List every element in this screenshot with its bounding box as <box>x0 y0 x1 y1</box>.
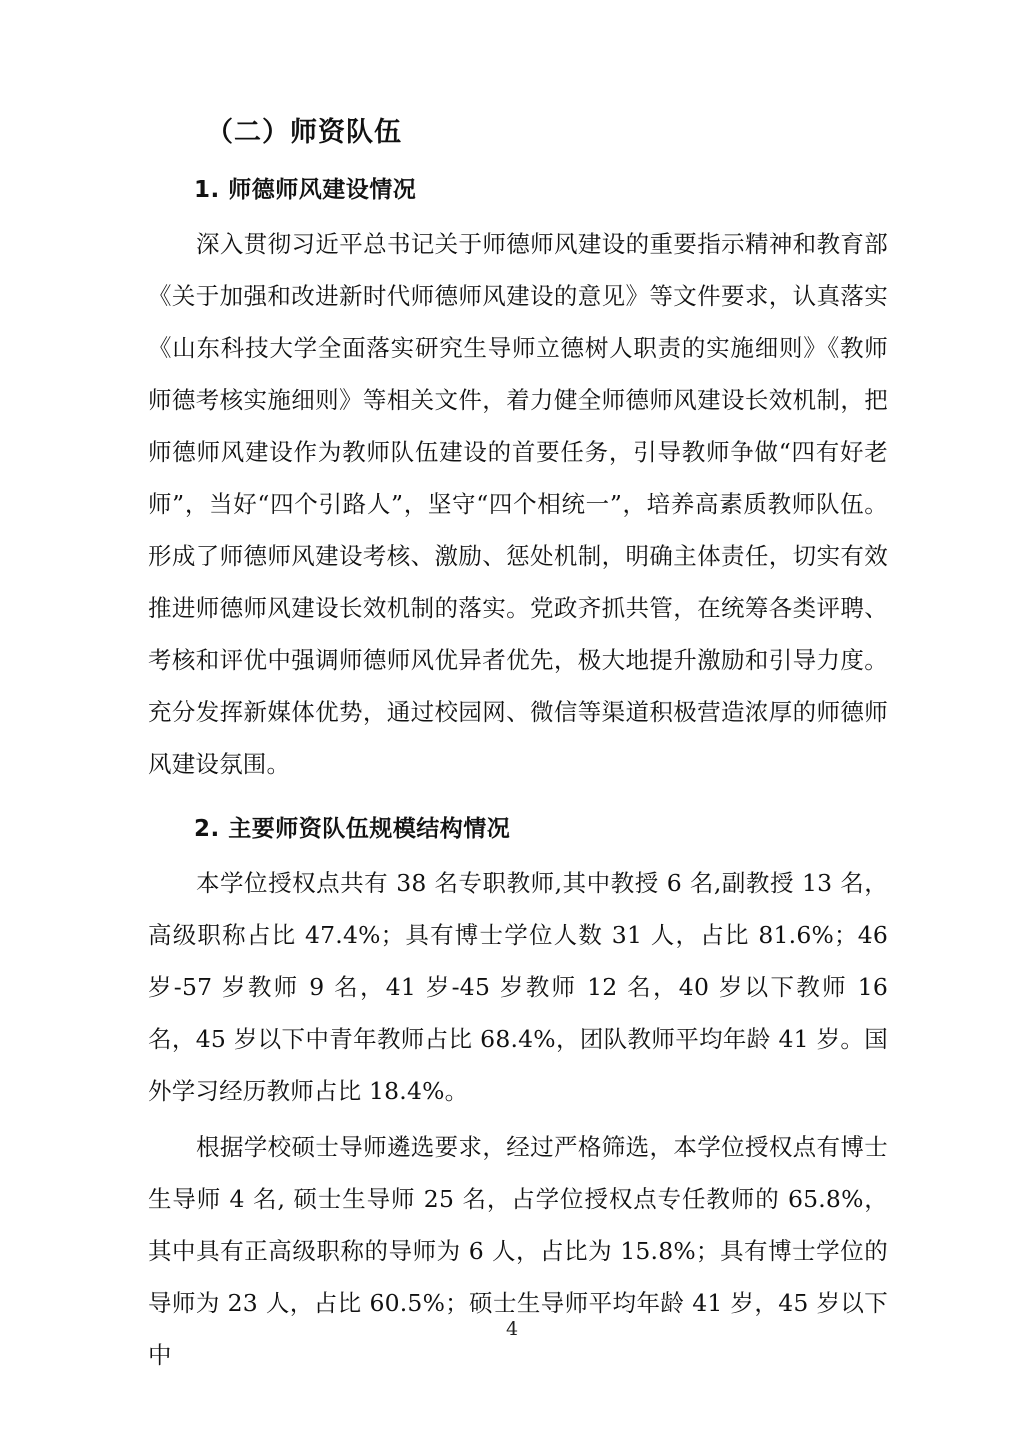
subsection-heading-2: 2. 主要师资队伍规模结构情况 <box>194 816 511 842</box>
paragraph: 本学位授权点共有 38 名专职教师,其中教授 6 名,副教授 13 名，高级职称占比 47.4%；具有博士学位人数 31 人，占比 81.6%；46 岁-57 岁教师 9 名，41 岁-45 岁教师 12 名，40 岁以下教师 16 名，45 岁以下中青年教师占比 68.4%，团队教师平均年龄 41 岁。国外学习经历教师占比 18.4%。 <box>148 869 888 1105</box>
page-content <box>148 110 888 1391</box>
paragraph: 深入贯彻习近平总书记关于师德师风建设的重要指示精神和教育部《关于加强和改进新时代师德师风建设的意见》等文件要求，认真落实《山东科技大学全面落实研究生导师立德树人职责的实施细则》《教师师德考核实施细则》等相关文件，着力健全师德师风建设长效机制，把师德师风建设作为教师队伍建设的首要任务，引导教师争做“四有好老师”，当好“四个引路人”，坚守“四个相统一”，培养高素质教师队伍。形成了师德师风建设考核、激励、惩处机制，明确主体责任，切实有效推进师德师风建设长效机制的落实。党政齐抓共管，在统筹各类评聘、考核和评优中强调师德师风优异者优先，极大地提升激励和引导力度。充分发挥新媒体优势，通过校园网、微信等渠道积极营造浓厚的师德师风建设氛围。 <box>148 230 888 778</box>
spacer <box>148 800 888 810</box>
page-number: 4 <box>505 1318 519 1340</box>
subsection-heading-1: 1. 师德师风建设情况 <box>194 177 417 203</box>
section-heading: （二）师资队伍 <box>206 117 402 148</box>
paragraph: 根据学校硕士导师遴选要求，经过严格筛选，本学位授权点有博士生导师 4 名, 硕士生导师 25 名，占学位授权点专任教师的 65.8%，其中具有正高级职称的导师为 6 人，占比为 15.8%；具有博士学位的导师为 23 人，占比 60.5%；硕士生导师平均年龄 41 岁，45 岁以下中 <box>148 1133 888 1369</box>
